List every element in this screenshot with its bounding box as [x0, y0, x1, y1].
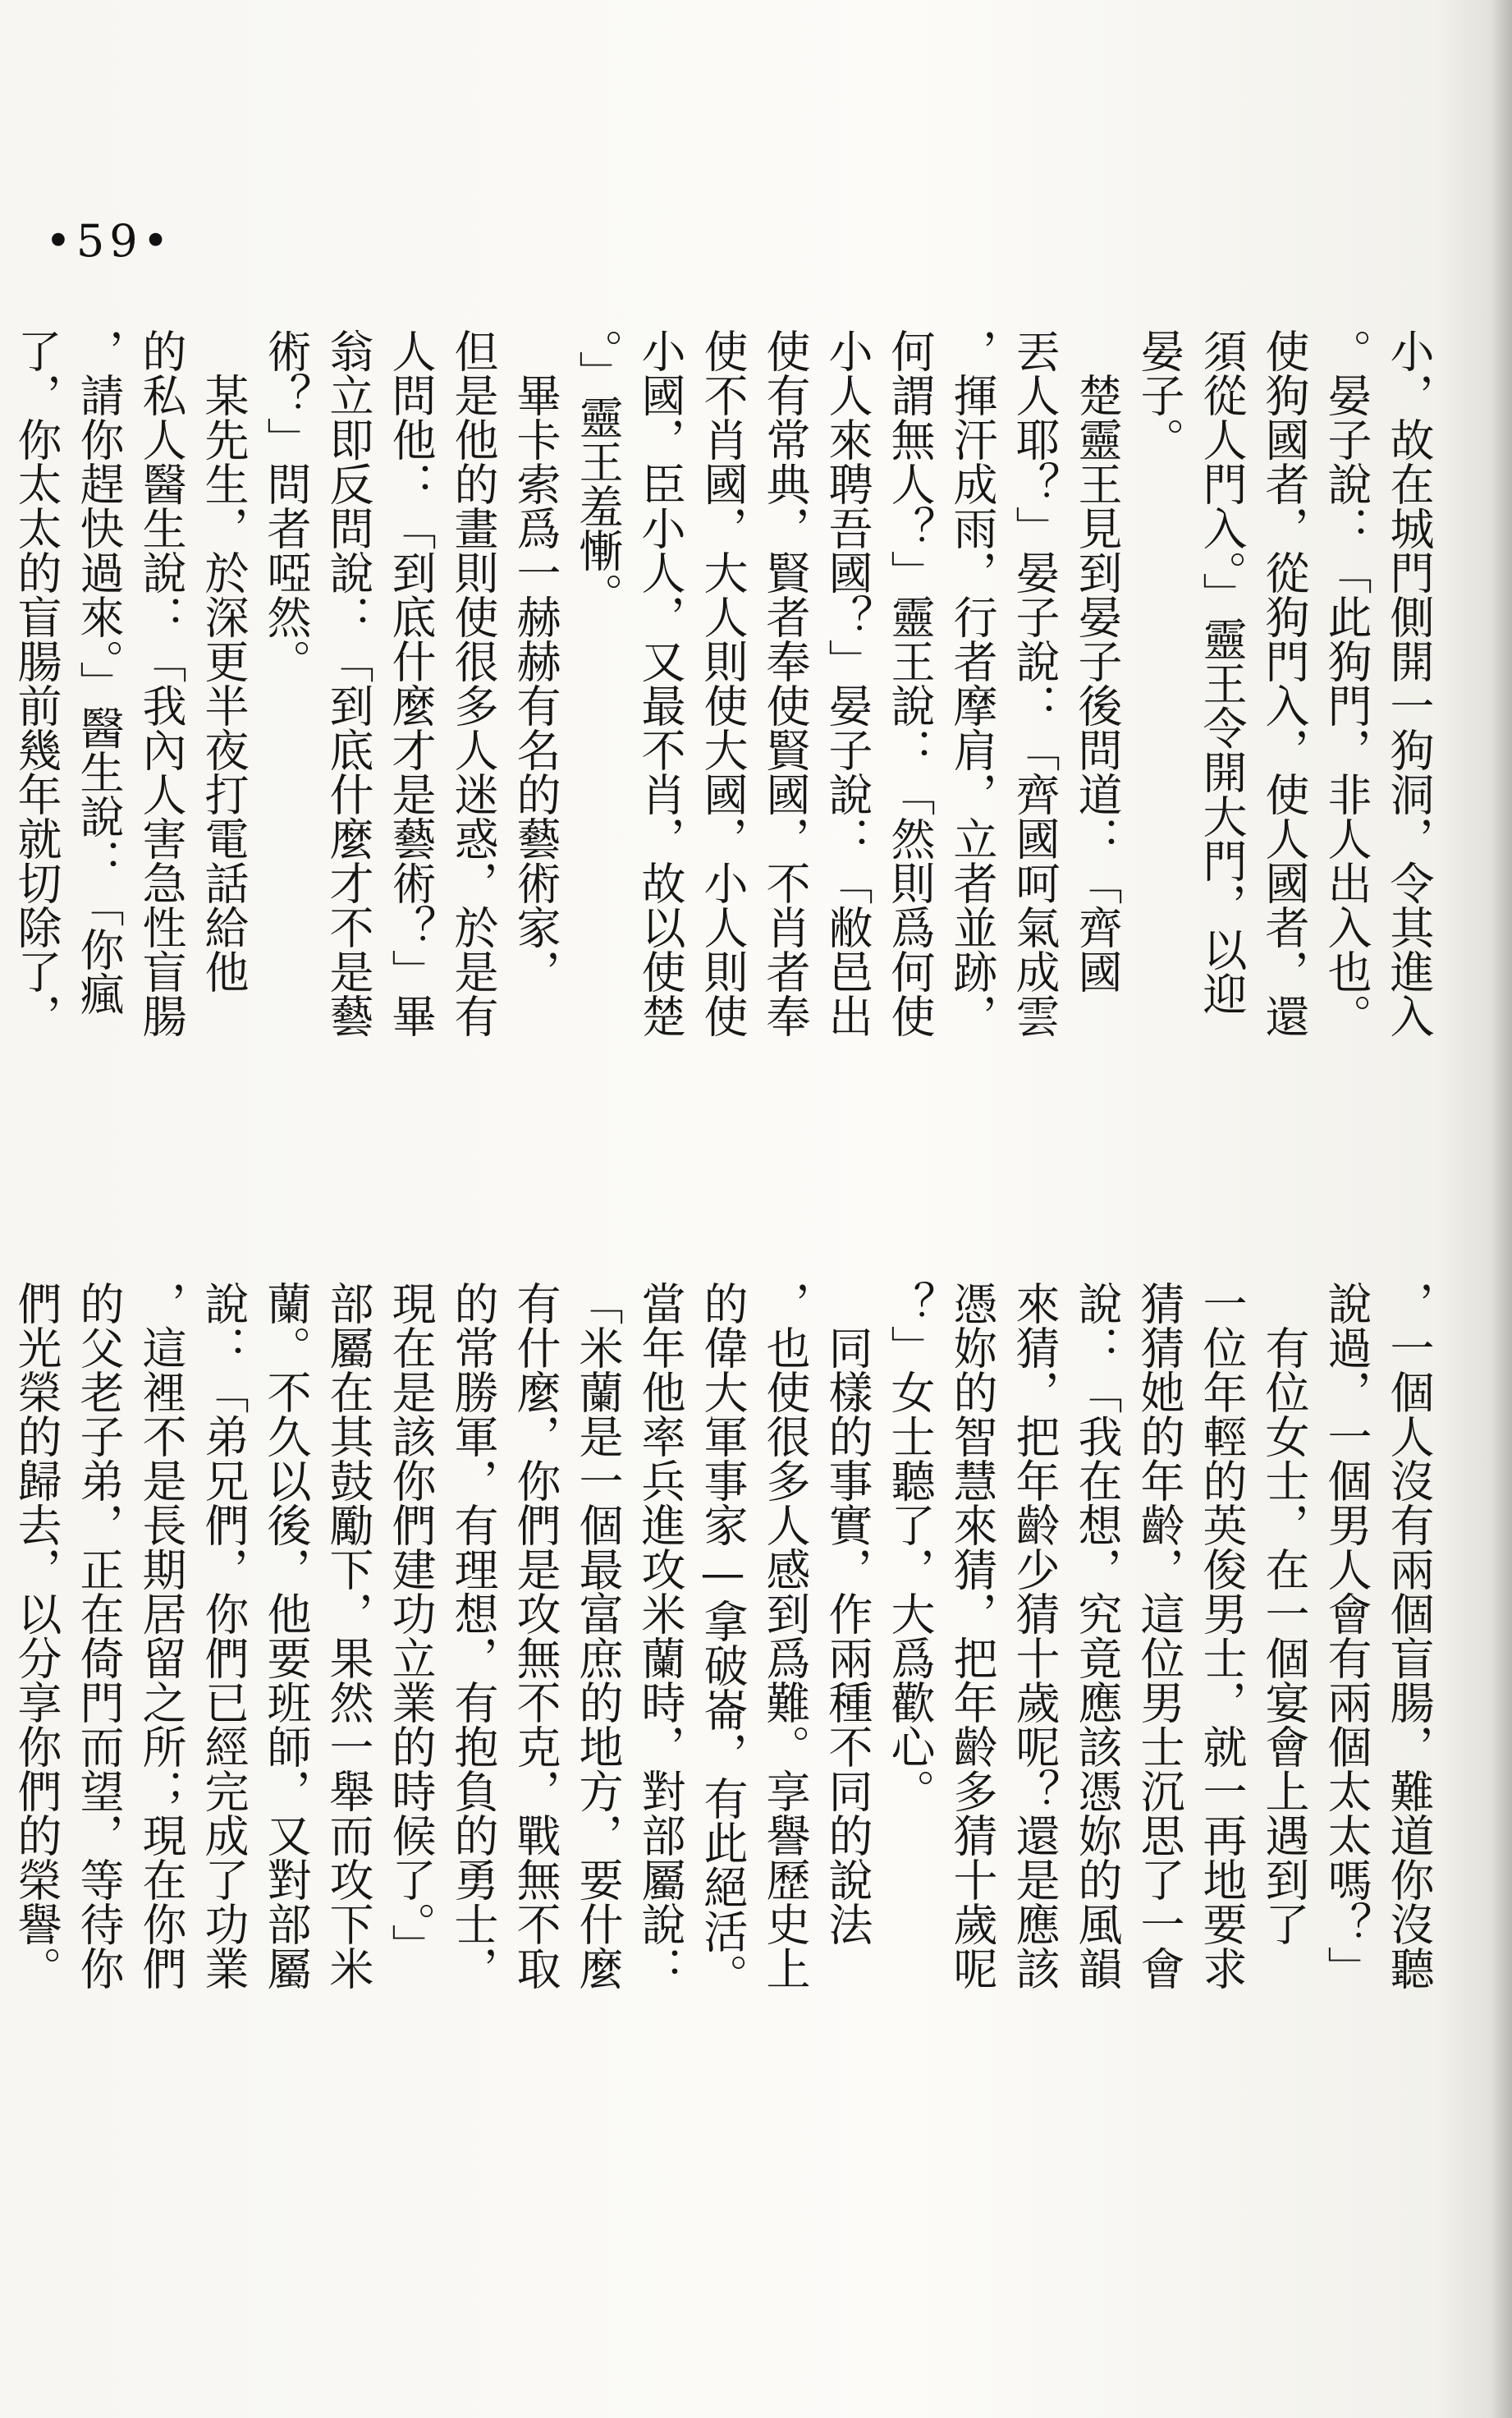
text-column: ，揮汗成雨，行者摩肩，立者並跡，	[946, 328, 998, 1038]
text-column	[0, 1281, 5, 2200]
page-edge-shadow	[1491, 0, 1512, 2418]
text-column: 人問他：「到底什麼才是藝術？」畢	[385, 328, 437, 1038]
text-column: 某先生，於深更半夜打電話給他	[198, 328, 250, 993]
text-column: ？」女士聽了，大爲歡心。	[884, 1281, 936, 1813]
text-column: 使有常典，賢者奉使賢國，不肖者奉	[759, 328, 811, 1038]
text-column: 使狗國者，從狗門入，使人國者，還	[1258, 328, 1310, 1038]
text-column: 何謂無人？」靈王說：「然則爲何使	[884, 328, 936, 1038]
text-column	[0, 328, 5, 1232]
text-column: 有什麼，你們是攻無不克，戰無不取	[510, 1281, 561, 1990]
upper-text-block	[11, 328, 1440, 1232]
text-column: 一位年輕的英俊男士，就一再地要求	[1196, 1281, 1248, 1990]
text-column: 說：「我在想，究竟應該憑妳的風韻	[1071, 1281, 1123, 1990]
text-column: 小國，臣小人，又最不肖，故以使楚	[635, 328, 686, 1038]
text-column: 楚靈王見到晏子後問道：「齊國	[1071, 328, 1123, 993]
page-number: •59•	[45, 215, 174, 267]
text-column: 憑妳的智慧來猜，把年齡多猜十歲呢	[946, 1281, 998, 1990]
text-column: 。晏子說：「此狗門，非人出入也。	[1321, 328, 1372, 1038]
text-column: 猜猜她的年齡，這位男士沉思了一會	[1134, 1281, 1185, 1990]
text-column: 但是他的畫則使很多人迷惑，於是有	[447, 328, 499, 1038]
text-column: 們光榮的歸去，以分享你們的榮譽。	[11, 1281, 62, 1990]
text-column: 的私人醫生說：「我內人害急性盲腸	[135, 328, 187, 1038]
text-column: 小人來聘吾國？」晏子說：「敝邑出	[822, 328, 873, 1038]
text-column: ，一個人沒有兩個盲腸，難道你沒聽	[1383, 1281, 1435, 1990]
text-column: 說過，一個男人會有兩個太太嗎？」	[1321, 1281, 1372, 1990]
lower-text-block	[11, 1281, 1440, 2200]
text-column: 使不肖國，大人則使大國，小人則使	[697, 328, 749, 1038]
text-column: 現在是該你們建功立業的時候了。」	[385, 1281, 437, 1968]
text-column: 蘭。不久以後，他要班師，又對部屬	[260, 1281, 312, 1990]
text-column: ，也使很多人感到爲難。享譽歷史上	[759, 1281, 811, 1990]
text-column: 了，你太太的盲腸前幾年就切除了，	[11, 328, 62, 1038]
text-column: 。」靈王羞慚。	[572, 328, 624, 617]
text-column: 的父老子弟，正在倚門而望，等待你	[73, 1281, 125, 1990]
text-column: 部屬在其鼓勵下，果然一舉而攻下米	[323, 1281, 374, 1990]
text-column: 須從人門入。」靈王令開大門，以迎	[1196, 328, 1248, 1016]
text-column: 的偉大軍事家—拿破崙，有此絕活。	[697, 1281, 749, 1998]
text-column: 有位女士，在一個宴會上遇到了	[1258, 1281, 1310, 1946]
text-column: 小，故在城門側開一狗洞，令其進入	[1383, 328, 1435, 1038]
text-column: ，這裡不是長期居留之所；現在你們	[135, 1281, 187, 1990]
text-column: 晏子。	[1134, 328, 1185, 461]
text-column: 當年他率兵進攻米蘭時，對部屬說：	[635, 1281, 686, 1990]
text-column: 翁立即反問說：「到底什麼才不是藝	[323, 328, 374, 1038]
text-column: 來猜，把年齡少猜十歲呢？還是應該	[1009, 1281, 1061, 1990]
text-column: 同樣的事實，作兩種不同的說法	[822, 1281, 873, 1946]
text-column: ，請你趕快過來。」醫生說：「你瘋	[73, 328, 125, 1016]
text-column: 畢卡索爲一赫赫有名的藝術家，	[510, 328, 561, 993]
text-column: 說：「弟兄們，你們已經完成了功業	[198, 1281, 250, 1990]
text-column: 術？」問者啞然。	[260, 328, 312, 683]
text-column: 丟人耶？」晏子說：「齊國呵氣成雲	[1009, 328, 1061, 1038]
text-column: 「米蘭是一個最富庶的地方，要什麼	[572, 1281, 624, 1990]
text-column: 的常勝軍，有理想，有抱負的勇士，	[447, 1281, 499, 1990]
